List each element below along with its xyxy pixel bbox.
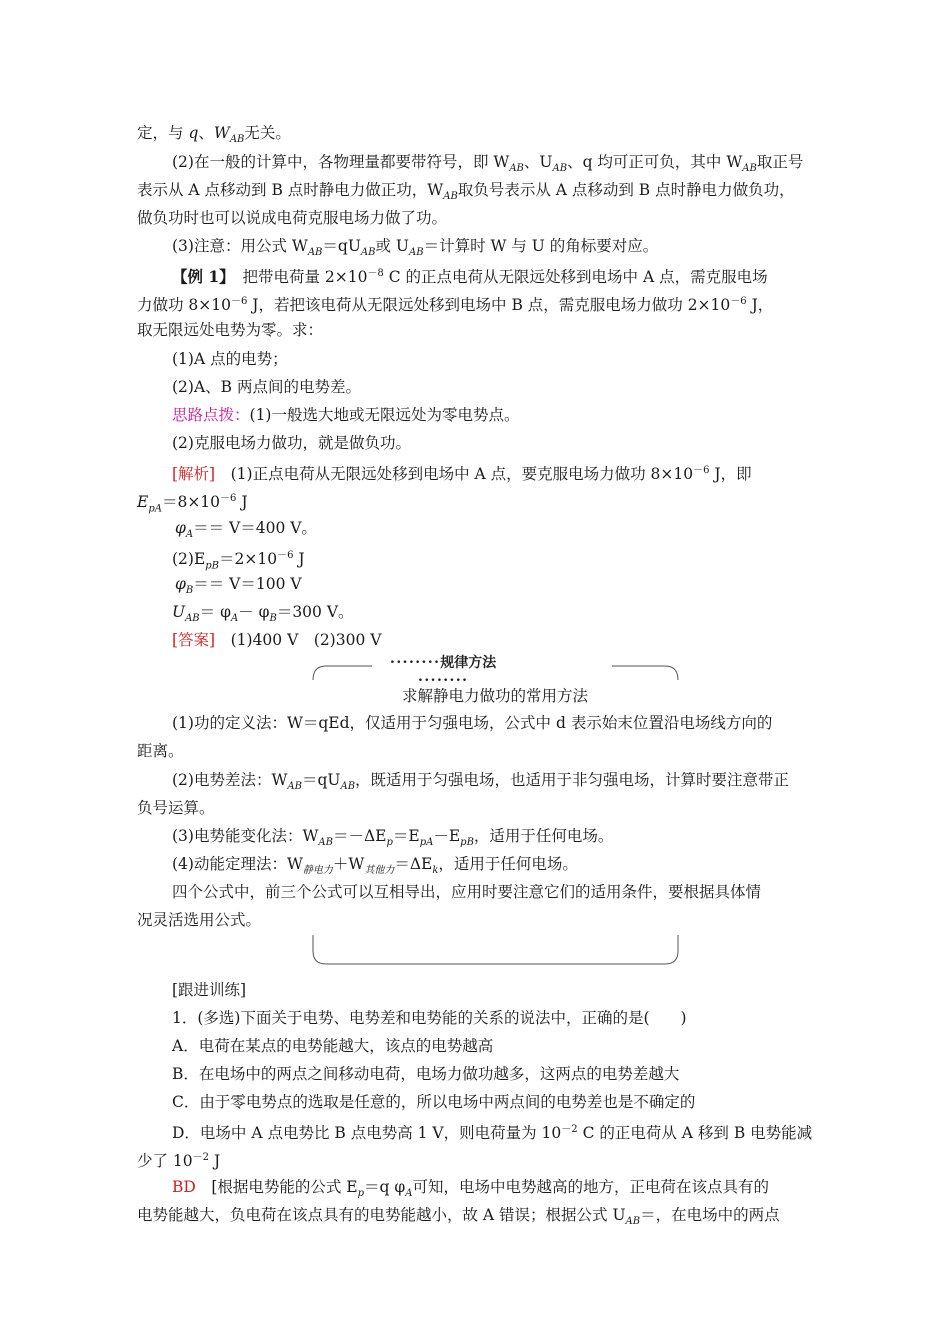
text-line: (2)A、B 两点间的电势差。 bbox=[172, 378, 361, 396]
text-line: 距离。 bbox=[137, 742, 184, 760]
text-line: $E_{pA}=8\times 10^{-6}$ J bbox=[137, 493, 248, 515]
text-line: (2)克服电场力做功，就是做负功。 bbox=[172, 434, 411, 452]
question-stem: 1．(多选)下面关于电势、电势差和电势能的关系的说法中，正确的是( ) bbox=[172, 1009, 687, 1027]
text-line: 四个公式中，前三个公式可以互相导出，应用时要注意它们的适用条件，要根据具体情 bbox=[172, 883, 762, 901]
text-line: 况灵活选用公式。 bbox=[137, 911, 262, 929]
text-line: $\varphi_B== V=100$ V bbox=[175, 575, 302, 597]
section-label: [跟进训练] bbox=[172, 981, 247, 999]
hint-line: 思路点拨：(1)一般选大地或无限远处为零电势点。 bbox=[172, 406, 520, 424]
text-line: (4)动能定理法：$W_{静电力}+W_{其他力}=\Delta E_k$，适用于任何电场。 bbox=[172, 855, 578, 877]
text-line: $(2)E_{pB}=2\times 10^{-6}$ J bbox=[172, 550, 305, 572]
option-b: B．在电场中的两点之间移动电荷，电场力做功越多，这两点的电势差越大 bbox=[172, 1065, 680, 1083]
text-line: 表示从 A 点移动到 B 点时静电力做正功，$W_{AB}$取负号表示从 A 点移动到 B 点时静电力做负功， bbox=[137, 181, 795, 203]
text-line: (1)功的定义法：W＝qEd，仅适用于匀强电场，公式中 d 表示始末位置沿电场线方向的 bbox=[172, 714, 773, 732]
text-line: 力做功 $8\times 10^{-6}$ J，若把该电荷从无限远处移到电场中 B 点，需克服电场力做功 $2\times 10^{-6}$ J， bbox=[137, 296, 774, 315]
text-line: (3)电势能变化法：$W_{AB}=-\Delta E_p=E_{pA}-E_{pB}$，适用于任何电场。 bbox=[172, 827, 614, 849]
rule-heading: 求解静电力做功的常用方法 bbox=[401, 687, 588, 705]
analysis-line: [解析] (1)正点电荷从无限远处移到电场中 A 点，要克服电场力做功 $8\times 10^{-6}$ J，即 bbox=[172, 465, 752, 484]
text-line: (3)注意：用公式 $W_{AB}=qU_{AB}$或 $U_{AB}=$计算时 W 与 U 的角标要对应。 bbox=[172, 237, 659, 259]
text-line: 负号运算。 bbox=[137, 799, 215, 817]
text-line: $U_{AB}= \varphi_A- \varphi_B=300$ V。 bbox=[172, 603, 354, 625]
answer-line: [答案] (1)400 V (2)300 V bbox=[172, 631, 382, 649]
text-line: (1)A 点的电势； bbox=[172, 350, 288, 368]
text-line: 少了 $10^{-2}$ J bbox=[137, 1152, 221, 1171]
text-line: 定，与 q、$W_{AB}$无关。 bbox=[137, 124, 291, 146]
option-d: D．电场中 A 点电势比 B 点电势高 1 V，则电荷量为 $10^{-2}$ C 的正电荷从 A 移到 B 电势能减 bbox=[172, 1124, 813, 1143]
text-line: (2)电势差法：$W_{AB}=qU_{AB}$，既适用于匀强电场，也适用于非匀强电场，计算时要注意带正 bbox=[172, 771, 790, 793]
rule-box-bottom bbox=[312, 935, 679, 965]
text-line: 电势能越大，负电荷在该点具有的电势能越小，故 A 错误；根据公式 $U_{AB}=$，在电场中的两点 bbox=[137, 1206, 780, 1228]
text-line: 取无限远处电势为零。求： bbox=[137, 321, 324, 339]
option-c: C．由于零电势点的选取是任意的，所以电场中两点间的电势差也是不确定的 bbox=[172, 1093, 696, 1111]
text-line: 做负功时也可以说成电荷克服电场力做了功。 bbox=[137, 209, 448, 227]
text-line: $\varphi_A== V=400$ V。 bbox=[175, 519, 317, 541]
text-line: (2)在一般的计算中，各物理量都要带符号，即 $W_{AB}$、$U_{AB}$、q 均可正可负，其中 $W_{AB}$取正号 bbox=[172, 153, 804, 175]
example-heading: 【例 1】 把带电荷量 $2\times 10^{-8}$ C 的正点电荷从无限远处移到电场中 A 点，需克服电场 bbox=[172, 267, 768, 287]
answer-explanation: BD [根据电势能的公式 $E_p=q$ $\varphi_A$可知，电场中电势越高的地方，正电荷在该点具有的 bbox=[172, 1178, 769, 1200]
option-a: A．电荷在某点的电势能越大，该点的电势越高 bbox=[172, 1037, 494, 1055]
rule-label: ••••••••规律方法•••••••• bbox=[389, 655, 497, 686]
